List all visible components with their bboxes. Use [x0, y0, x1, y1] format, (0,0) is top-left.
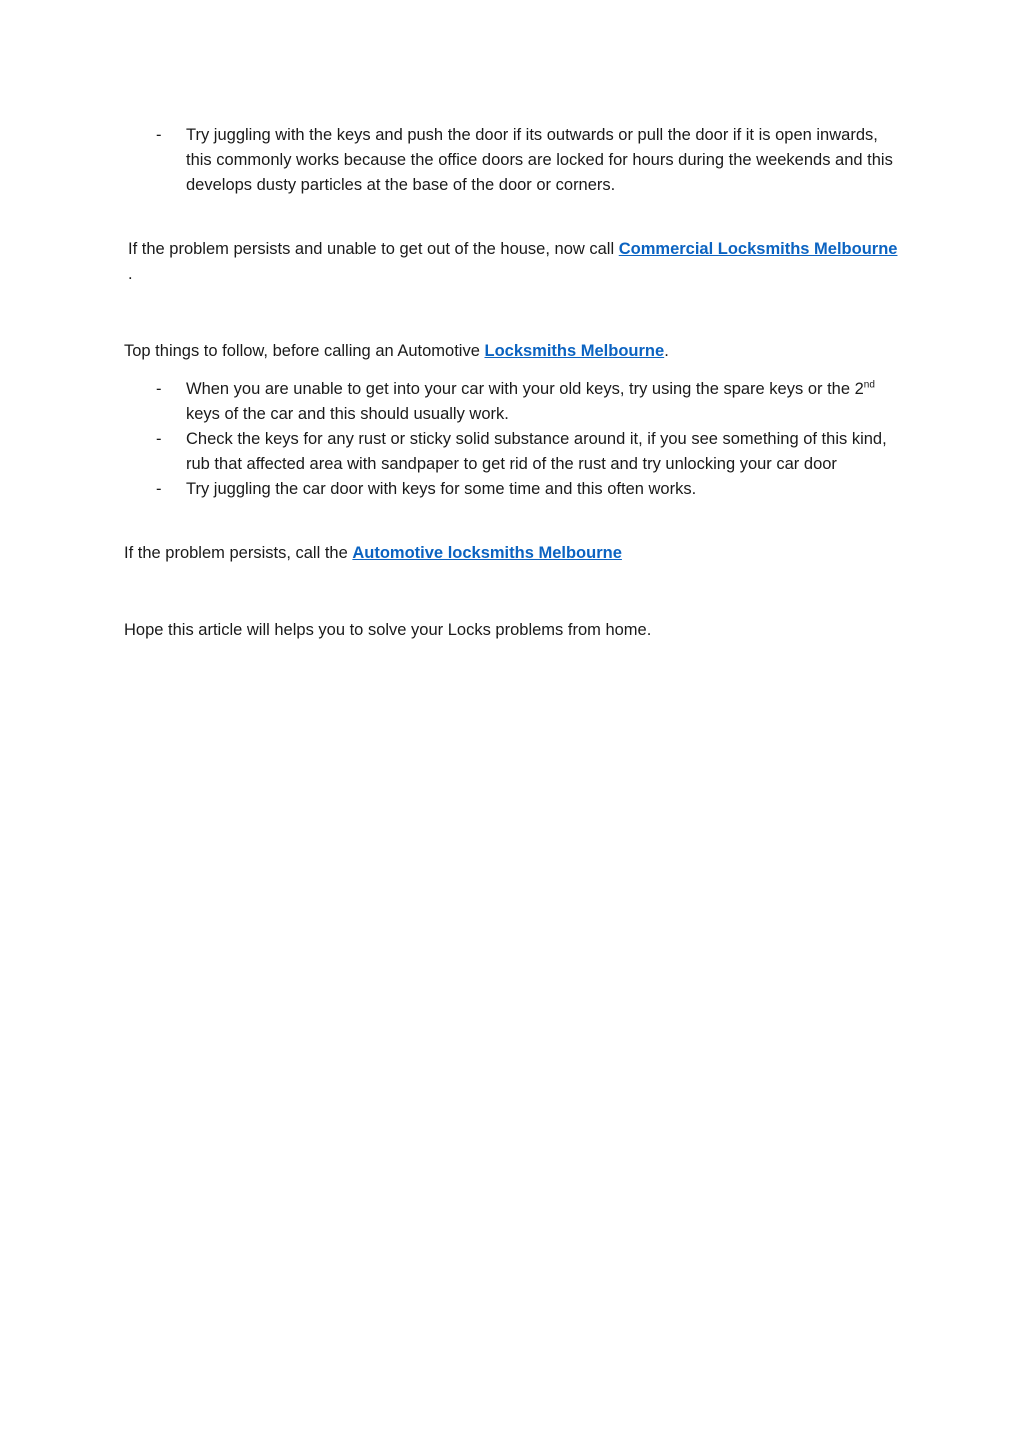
automotive-call-paragraph: [124, 541, 894, 566]
list-dash: -: [156, 380, 162, 398]
automotive-locksmiths-link[interactable]: Automotive locksmiths Melbourne: [352, 544, 622, 562]
list-dash: -: [156, 480, 162, 498]
paragraph-suffix: .: [664, 342, 669, 360]
list-item-text: Try juggling with the keys and push the door if its outwards or pull the door if it is open inwards, this commonly works because the office doors are locked for hours during the weekends and this develops dusty particles at the base of the door or corners.: [186, 126, 893, 194]
car-tips-list: [124, 377, 894, 502]
list-item: [124, 427, 894, 477]
list-item-text: When you are unable to get into your car with your old keys, try using the spare keys or the 2: [186, 380, 864, 398]
commercial-locksmiths-link[interactable]: Commercial Locksmiths Melbourne: [618, 240, 898, 258]
paragraph-text: Top things to follow, before calling an Automotive: [124, 342, 480, 360]
paragraph-text: Hope this article will helps you to solve your Locks problems from home.: [124, 621, 652, 639]
commercial-paragraph: [124, 237, 898, 287]
locksmiths-melbourne-link[interactable]: Locksmiths Melbourne: [484, 342, 665, 360]
list-item: [124, 377, 894, 427]
ordinal-suffix: nd: [863, 379, 875, 391]
automotive-intro-paragraph: [124, 339, 894, 364]
list-item-text-continued: keys of the car and this should usually work.: [186, 405, 509, 423]
list-item-text: Check the keys for any rust or sticky solid substance around it, if you see something of this kind, rub that affected area with sandpaper to get rid of the rust and try unlocking your car door: [186, 430, 887, 473]
paragraph-text: If the problem persists and unable to get out of the house, now call: [128, 240, 615, 258]
list-item: [124, 477, 894, 502]
list-item-text: Try juggling the car door with keys for some time and this often works.: [186, 480, 697, 498]
list-dash: -: [156, 126, 162, 144]
paragraph-text: If the problem persists, call the: [124, 544, 348, 562]
closing-paragraph: [124, 618, 894, 643]
list-dash: -: [156, 430, 162, 448]
paragraph-suffix: .: [128, 265, 133, 283]
list-item: [124, 123, 894, 198]
door-tips-list: [124, 123, 894, 198]
